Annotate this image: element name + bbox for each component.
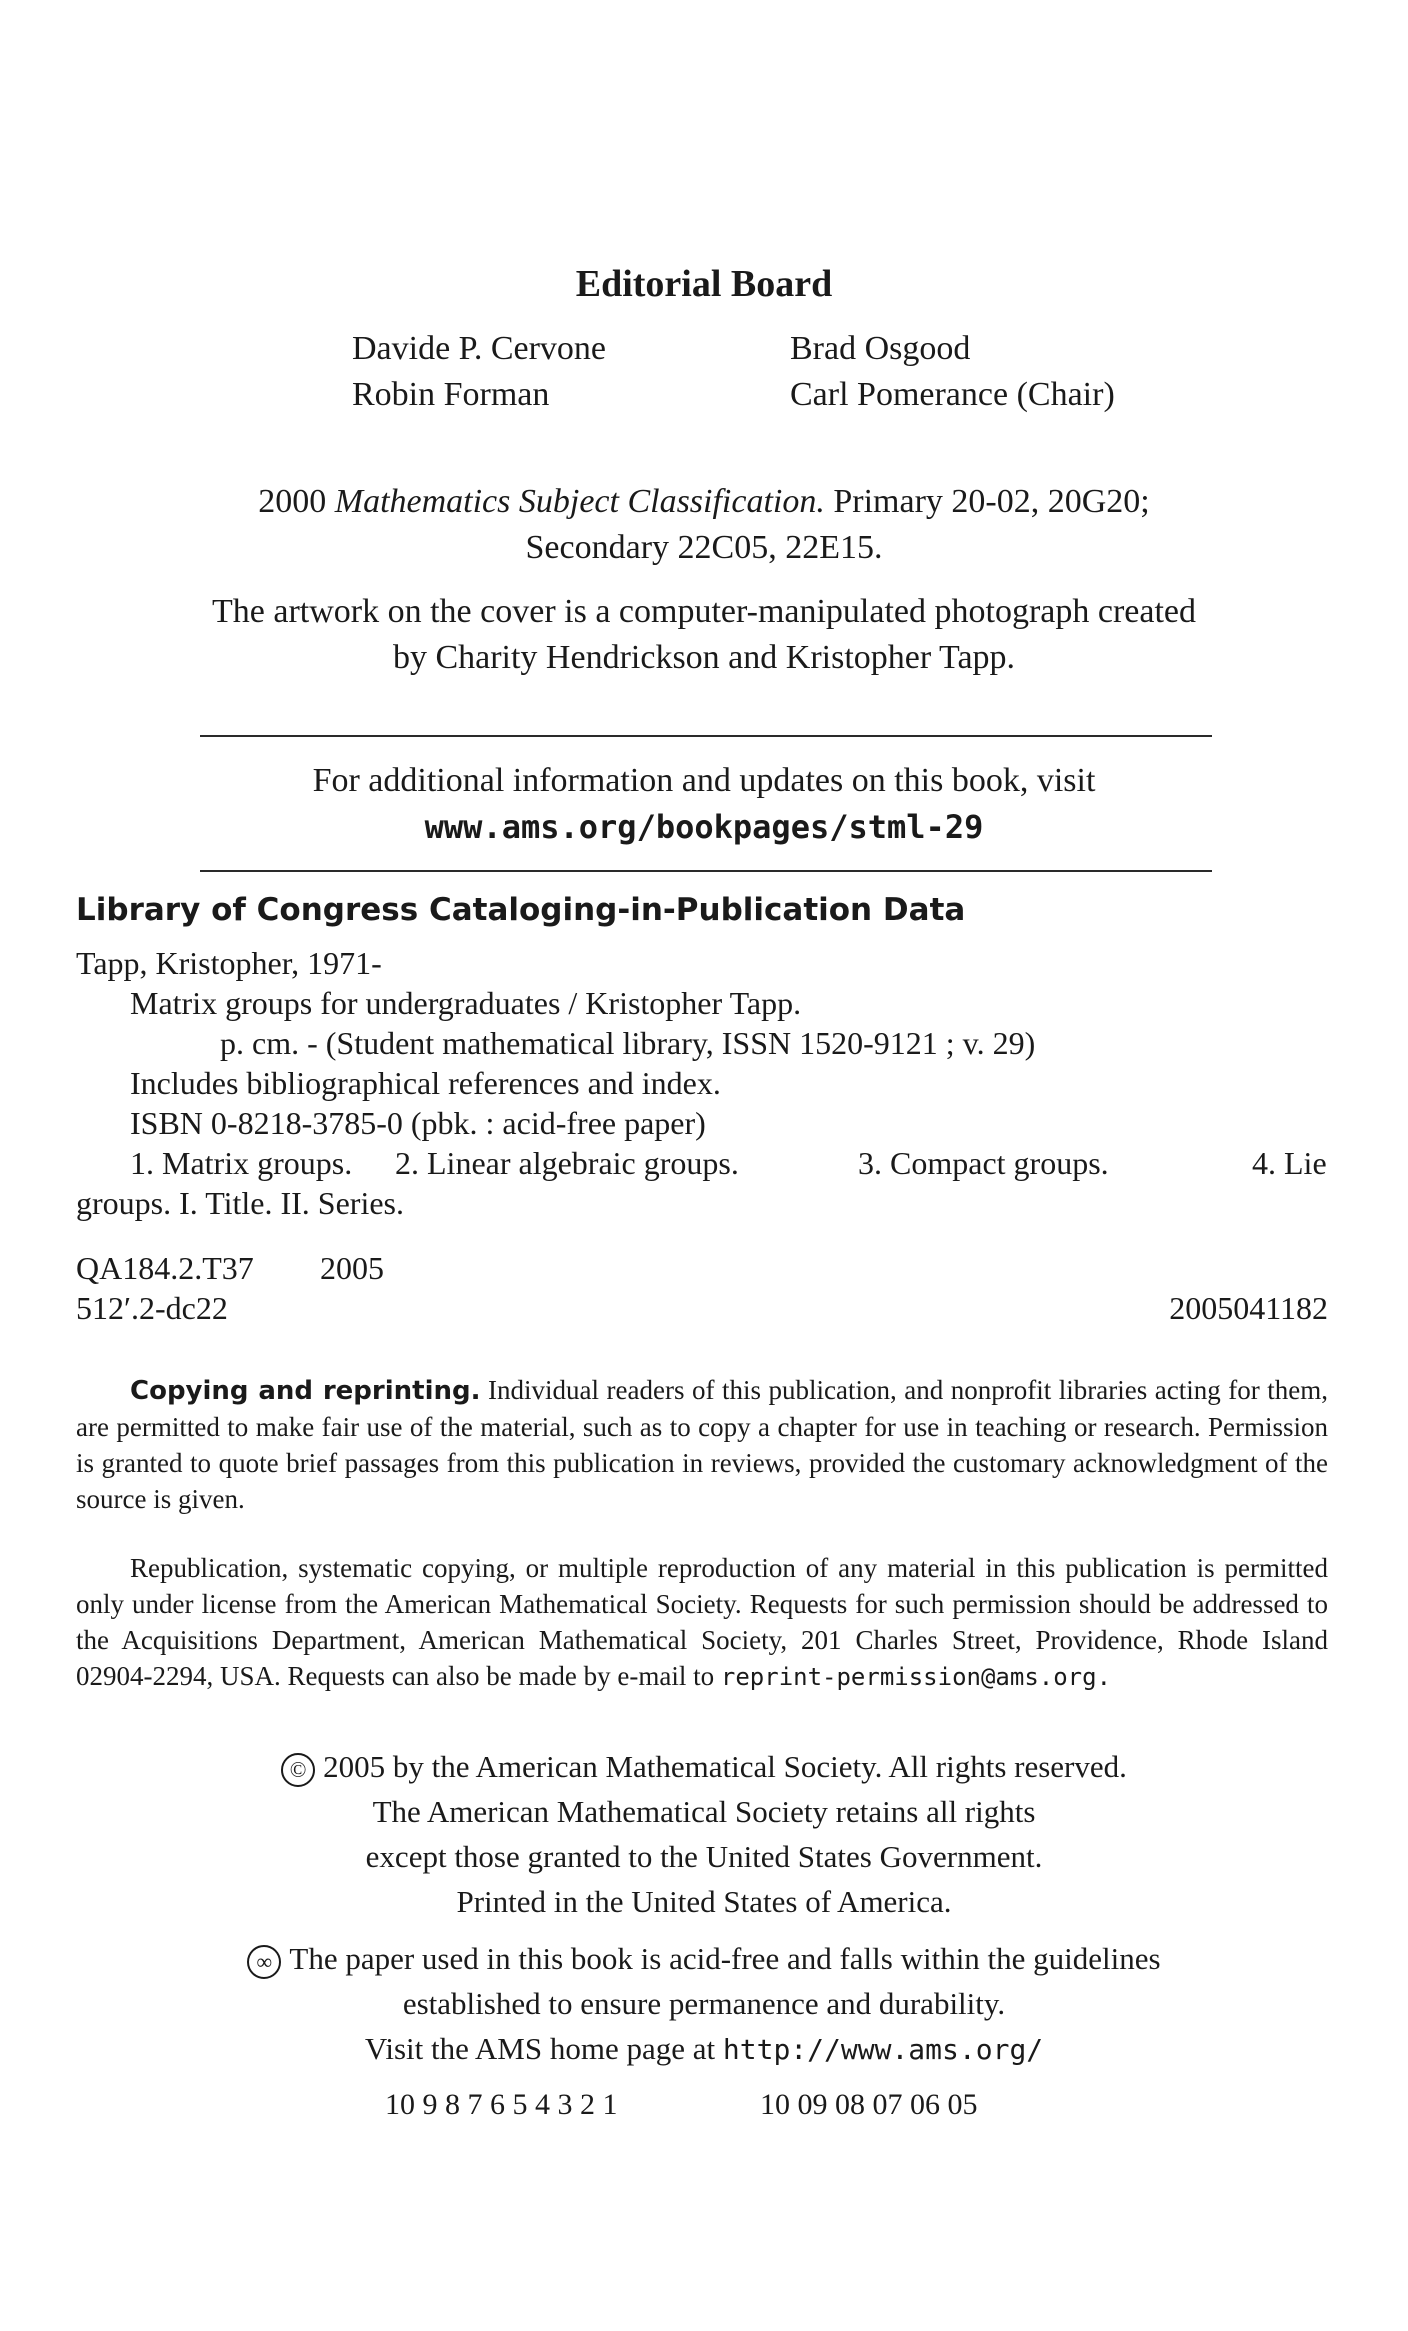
cip-subject: 2. Linear algebraic groups.	[395, 1145, 739, 1181]
cover-credit-line: The artwork on the cover is a computer-manipulated photograph created	[212, 593, 1196, 630]
visit-line	[0, 2027, 1408, 2071]
board-member: Robin Forman	[352, 376, 550, 413]
copyright-line	[0, 1745, 1408, 1788]
copying-heading: Copying and reprinting.	[130, 1376, 481, 1406]
paper-line-2: established to ensure permanence and durability.	[402, 1986, 1006, 2021]
republication-text: Republication, systematic copying, or multiple reproduction of any material in this publication is permitted only under license from the American Mathematical Society. Requests for such permission should be addressed to the Acquisitions Department, American Mathematical Society, 201 Charles Street, Providence, Rhode Island 02904-2294, USA. Requests can also be made by e-mail to	[76, 1553, 1328, 1691]
cip-subject: 3. Compact groups.	[858, 1145, 1109, 1181]
additional-info-url-line	[0, 808, 1408, 847]
print-numbers: 10 9 8 7 6 5 4 3 2 1	[385, 2088, 618, 2121]
cip-subject: 1. Matrix groups.	[130, 1145, 353, 1181]
cip-subject: 4. Lie	[1252, 1145, 1327, 1181]
cip-author: Tapp, Kristopher, 1971-	[76, 945, 382, 981]
divider	[200, 870, 1212, 872]
paper-line	[0, 1937, 1408, 1980]
infinity-icon: ∞	[247, 1945, 281, 1979]
additional-info-text: For additional information and updates on this book, visit	[312, 762, 1096, 799]
visit-text: Visit the AMS home page at	[364, 2031, 716, 2066]
cip-book-title: Matrix groups for undergraduates / Kristopher Tapp.	[130, 985, 802, 1021]
copyright-icon: ©	[281, 1753, 315, 1787]
cip-title: Library of Congress Cataloging-in-Publication Data	[76, 892, 966, 928]
call-year: 2005	[320, 1250, 384, 1286]
board-member: Davide P. Cervone	[352, 330, 607, 367]
permission-email[interactable]: reprint-permission@ams.org.	[720, 1663, 1112, 1691]
printed-in-line: Printed in the United States of America.	[456, 1884, 952, 1919]
cover-credit-line: by Charity Hendrickson and Kristopher Tapp.	[392, 639, 1016, 676]
paper-text: The paper used in this book is acid-free and falls within the guidelines	[289, 1941, 1161, 1976]
dewey-number: 512′.2-dc22	[76, 1290, 228, 1326]
cip-isbn: ISBN 0-8218-3785-0 (pbk. : acid-free paper)	[130, 1105, 706, 1141]
board-member: Brad Osgood	[790, 330, 971, 367]
ams-home-link[interactable]: http://www.ams.org/	[722, 2033, 1044, 2066]
republication-paragraph	[76, 1550, 1328, 1695]
cip-subjects-cont: groups. I. Title. II. Series.	[76, 1185, 404, 1221]
call-number: QA184.2.T37	[76, 1250, 254, 1286]
msc-primary: Primary 20-02, 20G20;	[833, 483, 1150, 520]
divider	[200, 735, 1212, 737]
print-years: 10 09 08 07 06 05	[760, 2088, 978, 2121]
msc-label: Mathematics Subject Classification.	[334, 483, 825, 520]
rights-line: except those granted to the United States Government.	[365, 1839, 1043, 1874]
editorial-board-title: Editorial Board	[575, 263, 833, 305]
lccn-number: 2005041182	[1169, 1290, 1328, 1326]
cip-series: p. cm. - (Student mathematical library, ISSN 1520-9121 ; v. 29)	[220, 1025, 1036, 1061]
copyright-text: 2005 by the American Mathematical Society. All rights reserved.	[323, 1749, 1127, 1784]
book-page-link[interactable]: www.ams.org/bookpages/stml-29	[424, 808, 984, 846]
cip-notes: Includes bibliographical references and index.	[130, 1065, 721, 1101]
board-member-chair: Carl Pomerance (Chair)	[790, 376, 1115, 413]
msc-year: 2000	[258, 483, 327, 520]
msc-secondary: Secondary 22C05, 22E15.	[525, 529, 883, 566]
copying-text: Individual readers of this publication, and nonprofit libraries acting for them, are permitted to make fair use of the material, such as to copy a chapter for use in teaching or research. Permission is granted to quote brief passages from this publication in reviews, provided the customary acknowledgment of the source is given.	[76, 1375, 1328, 1514]
copying-paragraph	[76, 1372, 1328, 1517]
subject-classification	[0, 480, 1408, 524]
rights-line: The American Mathematical Society retains all rights	[372, 1794, 1036, 1829]
